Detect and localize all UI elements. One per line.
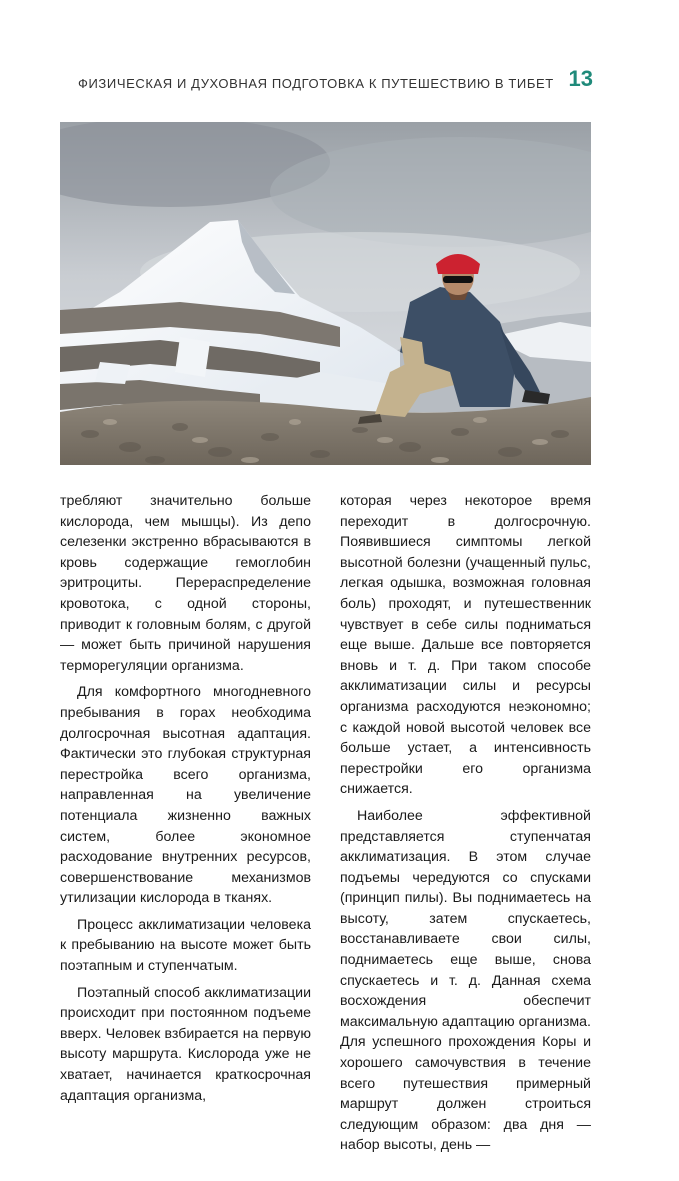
running-title: ФИЗИЧЕСКАЯ И ДУХОВНАЯ ПОДГОТОВКА К ПУТЕШЕСТВИЮ В ТИБЕТ xyxy=(78,76,554,91)
text-column-left xyxy=(60,491,311,1106)
paragraph: Для комфортного многодневного пребывания в горах необходима долгосрочная высотная адаптация. Фактически это глубокая структурная перестройка всего организма, направленная на увеличение потенциала жизненно важных систем, более экономное расходование внутренних ресурсов, совершенствование механизмов утилизации кислорода в тканях. xyxy=(60,684,311,907)
paragraph: Процесс акклиматизации человека к пребыванию на высоте может быть поэтапным и ступенчатым. xyxy=(60,916,311,975)
page-number: 13 xyxy=(568,66,593,91)
paragraph: Наиболее эффективной представляется ступенчатая акклиматизация. В этом случае подъемы чередуются со спусками (принцип пилы). Вы поднимаетесь на высоту, затем спускаетесь, восстанавливаете свои силы, поднимаетесь еще выше, снова спускаетесь и т. д. Данная схема восхождения обеспечит максимальную адаптацию организма. Для успешного прохождения Коры и хорошего самочувствия в течение всего путешествия примерный маршрут должен строиться следующим образом: два дня — набор высоты, день — xyxy=(340,807,591,1154)
mountain-photo xyxy=(60,122,591,465)
paragraph: Поэтапный способ акклиматизации происходит при постоянном подъеме вверх. Человек взбирается на первую высоту маршрута. Кислорода уже не хватает, начинается краткосрочная адаптация организма, xyxy=(60,984,311,1104)
paragraph: которая через некоторое время переходит в долгосрочную. Появившиеся симптомы легкой высотной болезни (учащенный пульс, легкая одышка, возможная головная боль) проходят, и путешественник чувствует в себе силы подниматься еще выше. Дальше все повторяется вновь и т. д. При таком способе акклиматизации силы и ресурсы организма расходуются неэкономно; с каждой новой высотой человек все больше устает, а интенсивность перестройки его организма снижается. xyxy=(340,493,591,798)
text-column-right xyxy=(340,491,591,1156)
paragraph: требляют значительно больше кислорода, чем мышцы). Из депо селезенки экстренно вбрасываются в кровь содержащие гемоглобин эритроциты. Перераспределение кровотока, с одной стороны, приводит к головным болям, с другой — может быть причиной нарушения терморегуляции организма. xyxy=(60,493,311,674)
